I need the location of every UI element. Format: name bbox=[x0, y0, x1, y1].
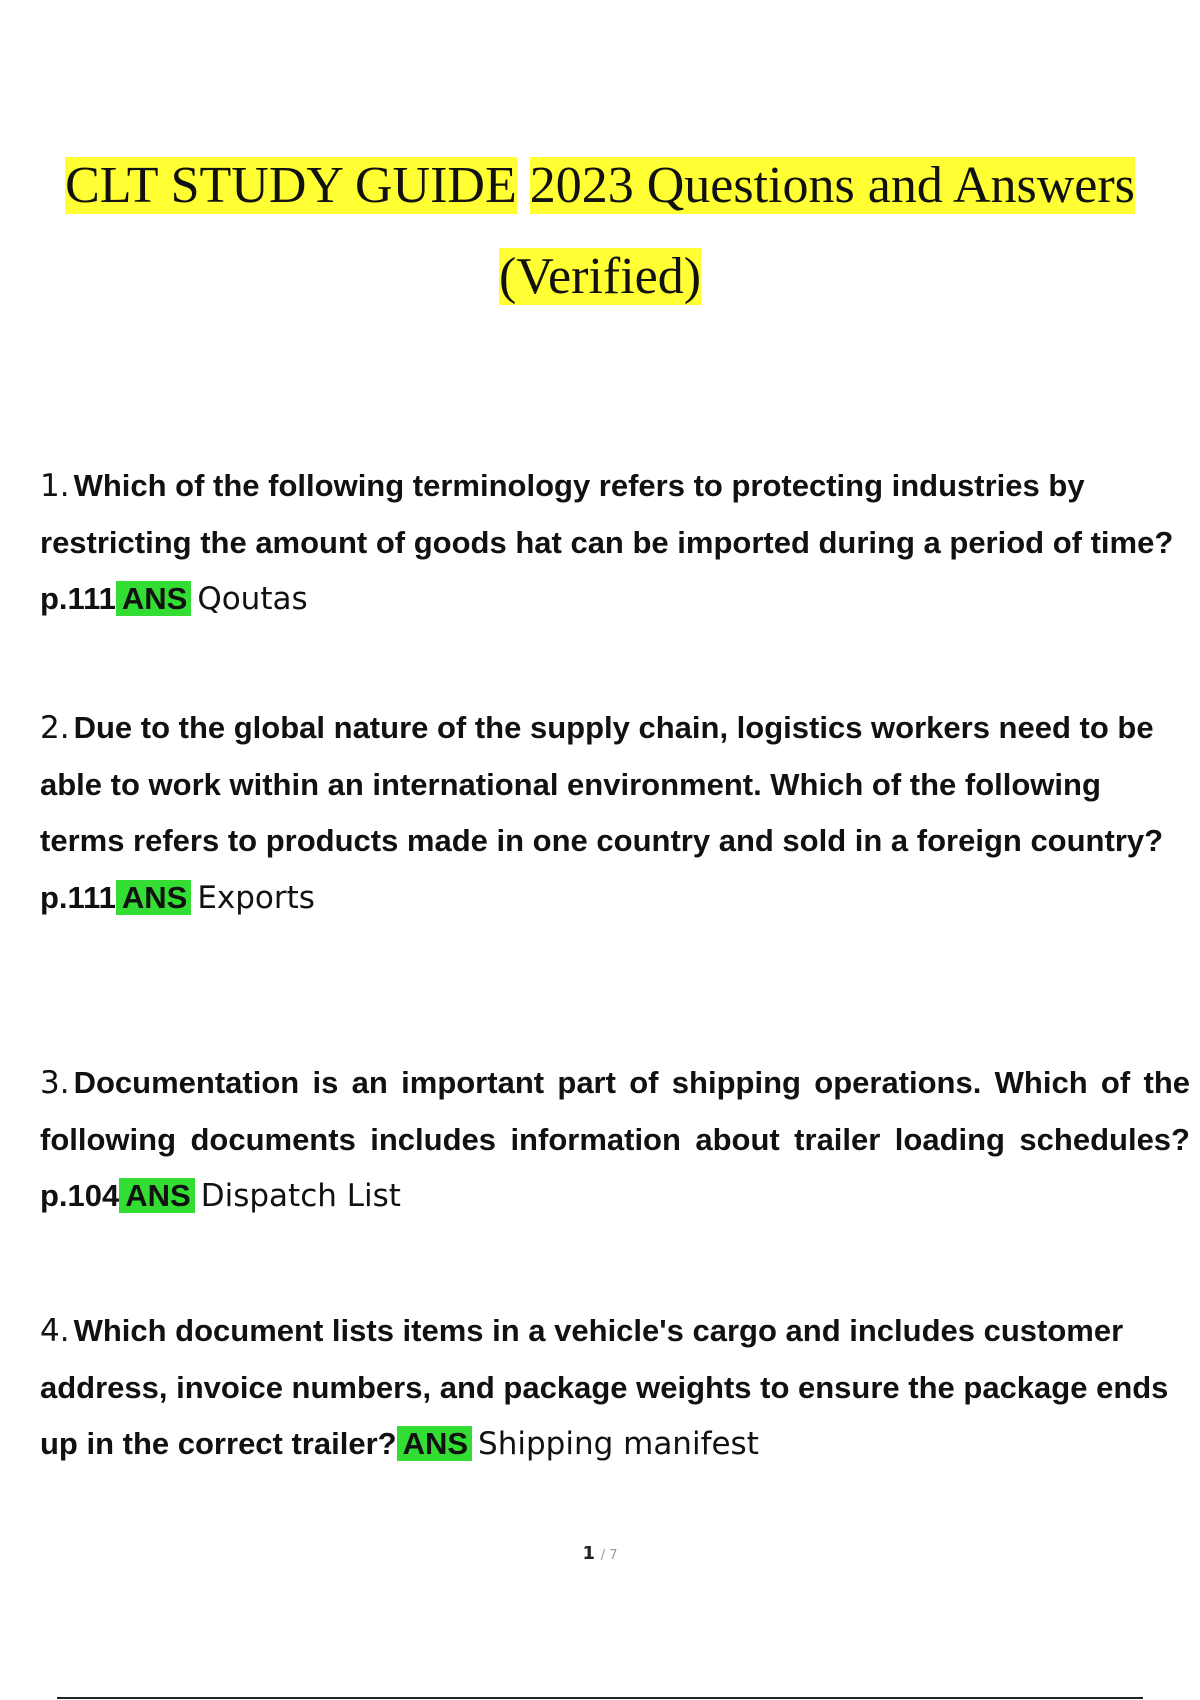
answer-text: Dispatch List bbox=[200, 1178, 401, 1214]
title-highlight-part1: CLT STUDY GUIDE bbox=[65, 157, 517, 214]
ans-label: ANS bbox=[119, 1178, 194, 1213]
page-current: 1 bbox=[582, 1543, 595, 1564]
page-total: / 7 bbox=[600, 1548, 618, 1563]
question-item-1 bbox=[40, 458, 1190, 628]
bottom-divider bbox=[57, 1697, 1143, 1699]
question-number: 1. bbox=[40, 468, 70, 504]
title-highlight-line2: (Verified) bbox=[498, 248, 702, 305]
question-text: Due to the global nature of the supply chain, logistics workers need to be able to work within an international environment. Which of the following terms refers to products made in one country and sold in a foreign country? p.111 bbox=[40, 710, 1164, 915]
question-text: Documentation is an important part of shipping operations. Which of the following documents includes information about trailer loading schedules? p.104 bbox=[40, 1065, 1190, 1213]
ans-label: ANS bbox=[397, 1426, 472, 1461]
question-number: 2. bbox=[40, 710, 70, 746]
question-item-4 bbox=[40, 1303, 1190, 1473]
question-item-2 bbox=[40, 700, 1190, 926]
question-number: 4. bbox=[40, 1313, 70, 1349]
answer-text: Qoutas bbox=[197, 581, 308, 617]
title-highlight-part2: 2023 Questions and Answers bbox=[529, 157, 1135, 214]
answer-text: Shipping manifest bbox=[478, 1426, 759, 1462]
ans-label: ANS bbox=[116, 581, 191, 616]
question-text: Which document lists items in a vehicle's cargo and includes customer address, invoice numbers, and package weights to ensure the package ends up in the correct trailer? bbox=[40, 1313, 1169, 1461]
ans-label: ANS bbox=[116, 880, 191, 915]
document-title bbox=[40, 140, 1160, 322]
page-indicator bbox=[0, 1543, 1200, 1564]
answer-text: Exports bbox=[197, 879, 315, 916]
question-text: Which of the following terminology refers to protecting industries by restricting the amount of goods hat can be imported during a period of time? p.111 bbox=[40, 468, 1174, 616]
question-item-3 bbox=[40, 1055, 1190, 1225]
question-number: 3. bbox=[40, 1065, 70, 1101]
